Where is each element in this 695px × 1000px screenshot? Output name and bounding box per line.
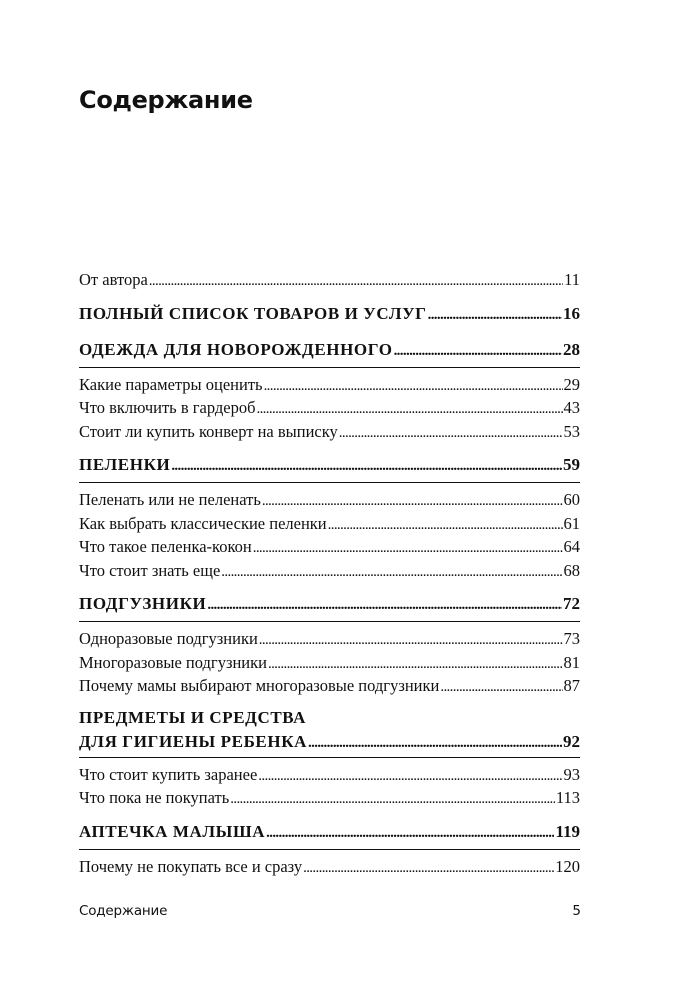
dot-leader — [428, 300, 562, 329]
toc-chapter-first-aid[interactable] — [79, 818, 580, 846]
toc-entry-title: Что стоит знать еще — [79, 559, 220, 583]
dot-leader — [171, 451, 562, 480]
dot-leader — [440, 674, 562, 700]
toc-entry-page: 87 — [563, 676, 580, 695]
toc-entry-title: Что такое пеленка-кокон — [79, 535, 252, 559]
toc-entry-page: 64 — [563, 537, 580, 556]
dot-leader — [253, 535, 563, 561]
toc-entry[interactable] — [79, 488, 580, 512]
toc-entry-title: Почему не покупать все и сразу — [79, 855, 302, 879]
toc-entry[interactable] — [79, 420, 580, 444]
toc-chapter-diapers[interactable] — [79, 590, 580, 618]
dot-leader — [259, 627, 563, 653]
toc-chapter-swaddles[interactable] — [79, 451, 580, 479]
toc-chapter-clothing[interactable] — [79, 336, 580, 364]
toc-entry-page: 53 — [563, 421, 580, 441]
toc-entry-title: Стоит ли купить конверт на выписку — [79, 420, 338, 444]
page-number: 5 — [572, 903, 581, 919]
toc-entry-page: 68 — [563, 560, 580, 580]
toc-entry[interactable] — [79, 627, 580, 651]
toc-entry[interactable] — [79, 855, 580, 879]
dot-leader — [266, 818, 554, 847]
toc-chapter-title: ПОДГУЗНИКИ — [79, 590, 206, 618]
toc-entry-title: Многоразовые подгузники — [79, 651, 267, 675]
dot-leader — [268, 651, 563, 677]
toc-entry[interactable] — [79, 373, 580, 397]
toc-entry-page: 43 — [563, 398, 580, 417]
toc-entry[interactable] — [79, 559, 580, 583]
toc-entry-page: 73 — [563, 629, 580, 648]
toc-entry-page: 81 — [563, 652, 580, 672]
dot-leader — [258, 763, 562, 789]
toc-entry-page: 113 — [555, 788, 580, 807]
toc-entry-page: 61 — [563, 513, 580, 533]
toc-entry[interactable] — [79, 674, 580, 698]
chapter-divider — [79, 482, 580, 483]
dot-leader — [328, 512, 563, 538]
toc-entry-page: 11 — [564, 270, 580, 289]
toc-chapter-title: ДЛЯ ГИГИЕНЫ РЕБЕНКА — [79, 730, 307, 754]
toc-entry[interactable] — [79, 763, 580, 787]
dot-leader — [339, 420, 563, 446]
page-title: Содержание — [79, 86, 253, 114]
toc-entry[interactable] — [79, 651, 580, 675]
chapter-divider — [79, 757, 580, 758]
spacer — [79, 328, 580, 336]
toc-entry-intro[interactable] — [79, 268, 580, 292]
dot-leader — [303, 855, 554, 881]
toc-entry-title: Почему мамы выбирают многоразовые подгузники — [79, 674, 439, 698]
dot-leader — [221, 559, 562, 585]
toc-entry[interactable] — [79, 396, 580, 420]
dot-leader — [264, 373, 563, 399]
toc-entry-page: 29 — [563, 374, 580, 394]
toc-entry-page: 93 — [563, 764, 580, 784]
toc-chapter-page: 92 — [563, 731, 580, 751]
toc-chapter-title-line1: ПРЕДМЕТЫ И СРЕДСТВА — [79, 707, 307, 727]
toc-entry-title: Что включить в гардероб — [79, 396, 255, 420]
toc-chapter-title: АПТЕЧКА МАЛЫША — [79, 818, 265, 846]
toc-chapter-title: ОДЕЖДА ДЛЯ НОВОРОЖДЕННОГО — [79, 336, 393, 364]
toc-entry-title: Одноразовые подгузники — [79, 627, 258, 651]
toc-chapter-page: 16 — [563, 303, 580, 323]
toc-entry[interactable] — [79, 786, 580, 810]
dot-leader — [207, 590, 562, 619]
toc-chapter-title: ПОЛНЫЙ СПИСОК ТОВАРОВ И УСЛУГ — [79, 300, 427, 328]
table-of-contents — [79, 268, 580, 878]
dot-leader — [262, 488, 563, 514]
dot-leader — [230, 786, 555, 812]
chapter-divider — [79, 849, 580, 850]
toc-entry-title: Как выбрать классические пеленки — [79, 512, 327, 536]
toc-entry-title: Пеленать или не пеленать — [79, 488, 261, 512]
dot-leader — [256, 396, 562, 422]
running-footer-section: Содержание — [79, 903, 168, 919]
dot-leader — [149, 268, 563, 294]
toc-entry-title: Что стоит купить заранее — [79, 763, 257, 787]
toc-chapter-title: ПЕЛЕНКИ — [79, 451, 170, 479]
toc-chapter-page: 119 — [555, 821, 580, 841]
toc-entry-title: Какие параметры оценить — [79, 373, 263, 397]
toc-entry[interactable] — [79, 535, 580, 559]
toc-entry[interactable] — [79, 512, 580, 536]
chapter-divider — [79, 621, 580, 622]
toc-entry-title: От автора — [79, 268, 148, 292]
chapter-divider — [79, 367, 580, 368]
toc-chapter-page: 59 — [563, 455, 580, 474]
toc-chapter-page: 28 — [563, 339, 580, 359]
dot-leader — [394, 336, 562, 365]
toc-chapter-full-list[interactable] — [79, 300, 580, 328]
toc-chapter-page: 72 — [563, 594, 580, 613]
toc-chapter-hygiene[interactable] — [79, 730, 580, 754]
toc-entry-title: Что пока не покупать — [79, 786, 229, 810]
dot-leader — [308, 730, 562, 755]
toc-entry-page: 120 — [555, 856, 580, 876]
toc-entry-page: 60 — [563, 490, 580, 509]
